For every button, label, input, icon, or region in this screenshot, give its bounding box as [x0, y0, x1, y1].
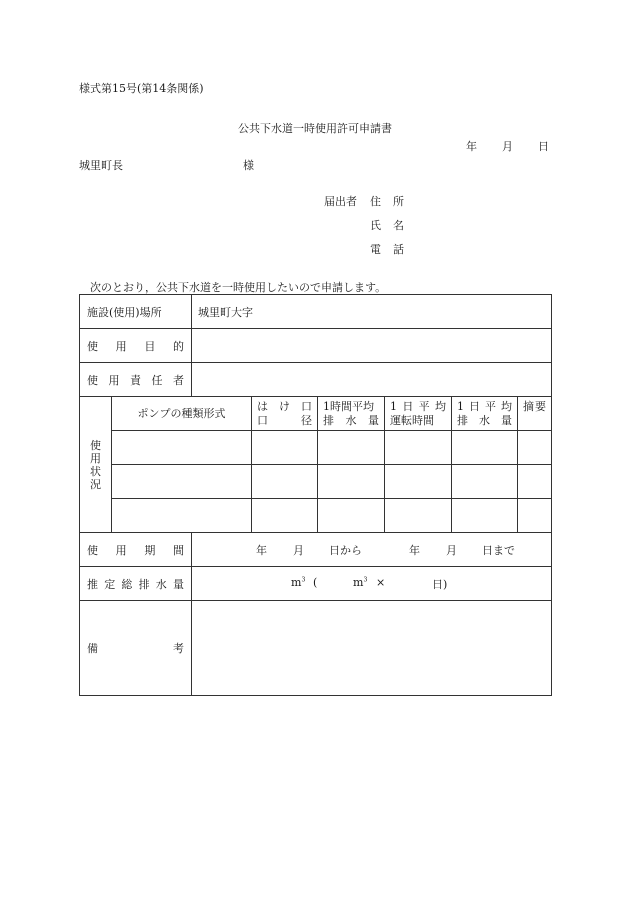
remarks-cell[interactable] — [518, 465, 552, 499]
usage-row — [80, 431, 552, 465]
remarks-cell[interactable] — [518, 499, 552, 533]
outlet-diameter-cell[interactable] — [252, 465, 318, 499]
usage-status-label: 使 用 状 況 — [80, 397, 112, 533]
responsible-person-label: 使 用 責 任 者 — [80, 363, 192, 397]
hourly-discharge-cell[interactable] — [318, 431, 385, 465]
pump-type-header: ポンプの種類形式 — [112, 397, 252, 431]
outlet-diameter-cell[interactable] — [252, 431, 318, 465]
applicant-name-label: 氏 名 — [370, 219, 404, 232]
location-label: 施設(使用)場所 — [80, 295, 192, 329]
daily-discharge-cell[interactable] — [452, 499, 518, 533]
notes-label: 備 考 — [80, 601, 192, 696]
hourly-discharge-header: 1時間平均 排 水 量 — [318, 397, 385, 431]
date-day-label: 日 — [538, 140, 549, 153]
daily-operation-header: 1 日 平 均 運転時間 — [385, 397, 452, 431]
period-field[interactable]: 年 月 日から 年 月 日まで — [192, 533, 552, 567]
daily-operation-cell[interactable] — [385, 431, 452, 465]
responsible-person-field[interactable] — [192, 363, 552, 397]
daily-operation-cell[interactable] — [385, 499, 452, 533]
daily-operation-cell[interactable] — [385, 465, 452, 499]
pump-type-cell[interactable] — [112, 431, 252, 465]
notes-field[interactable] — [192, 601, 552, 696]
remarks-header: 摘 要 — [518, 397, 552, 431]
purpose-label: 使 用 目 的 — [80, 329, 192, 363]
applicant-label: 届出者 — [324, 195, 357, 208]
period-label: 使 用 期 間 — [80, 533, 192, 567]
pump-type-cell[interactable] — [112, 499, 252, 533]
date-year-label: 年 — [466, 140, 477, 153]
daily-discharge-header: 1 日 平 均 排 水 量 — [452, 397, 518, 431]
hourly-discharge-cell[interactable] — [318, 499, 385, 533]
usage-row — [80, 465, 552, 499]
form-number: 様式第15号(第14条関係) — [79, 82, 204, 95]
intro-text: 次のとおり，公共下水道を一時使用したいので申請します。 — [90, 281, 387, 294]
location-field[interactable]: 城里町大字 — [192, 295, 552, 329]
addressee: 城里町長 — [79, 159, 123, 172]
daily-discharge-cell[interactable] — [452, 431, 518, 465]
application-table — [79, 294, 552, 696]
hourly-discharge-cell[interactable] — [318, 465, 385, 499]
outlet-diameter-cell[interactable] — [252, 499, 318, 533]
total-volume-label: 推 定 総 排 水 量 — [80, 567, 192, 601]
daily-discharge-cell[interactable] — [452, 465, 518, 499]
total-volume-field[interactable]: $m^3$ ( $m^3$ × 日) — [192, 567, 552, 601]
form-title: 公共下水道一時使用許可申請書 — [238, 122, 392, 135]
remarks-cell[interactable] — [518, 431, 552, 465]
usage-row — [80, 499, 552, 533]
date-month-label: 月 — [502, 140, 513, 153]
honorific: 様 — [243, 159, 254, 172]
purpose-field[interactable] — [192, 329, 552, 363]
pump-type-cell[interactable] — [112, 465, 252, 499]
applicant-phone-label: 電 話 — [370, 243, 404, 256]
applicant-address-label: 住 所 — [370, 195, 404, 208]
outlet-diameter-header: は け 口 口 径 — [252, 397, 318, 431]
